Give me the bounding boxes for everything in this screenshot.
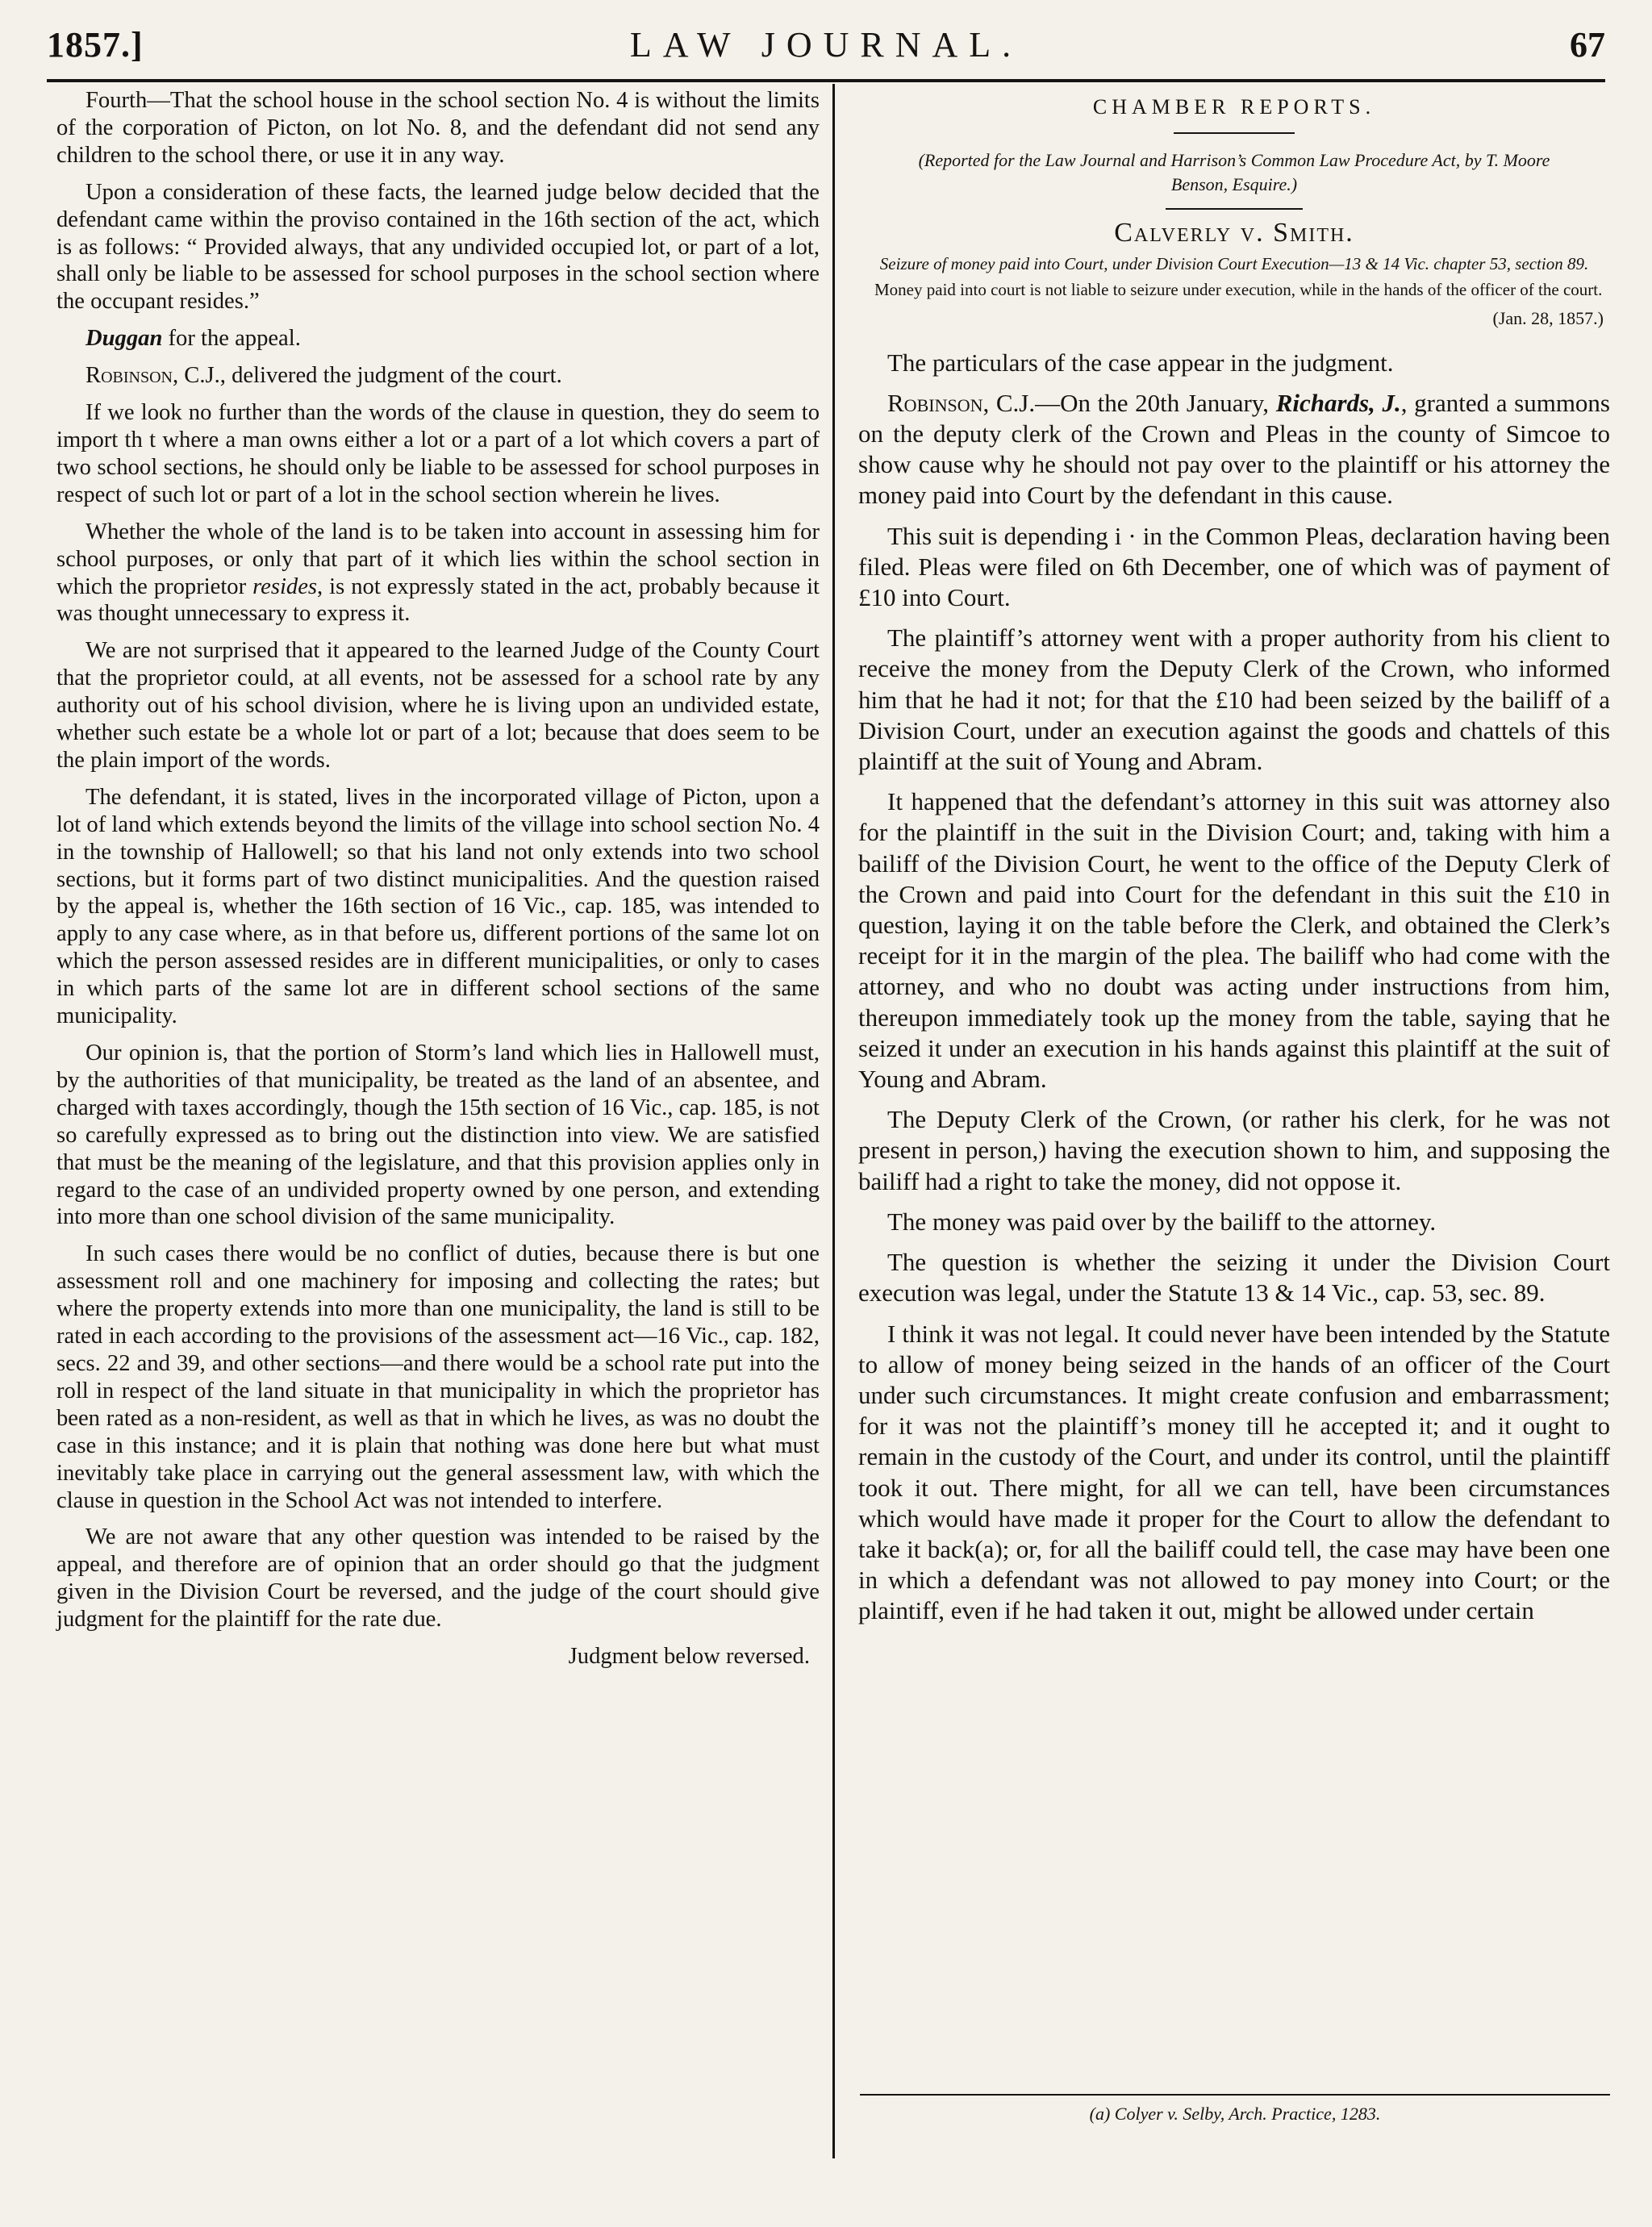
judge-name: Richards, J. bbox=[1275, 388, 1401, 417]
paragraph: Fourth—That the school house in the school section No. 4 is without the limits of the corporation of Picton, on lot No. 8, and the defendant did not send any children to the school there, or use it in any way. bbox=[56, 88, 820, 168]
paragraph: We are not surprised that it appeared to the learned Judge of the County Court that the proprietor could, at all events, not be assessed for a school rate by any authority out of his school division, where he is living upon an undivided estate, whether such estate be a whole lot or part of a lot; because that does seem to be the plain import of the words. bbox=[56, 638, 820, 773]
header-rule bbox=[47, 79, 1605, 82]
journal-title: LAW JOURNAL. bbox=[629, 25, 1023, 65]
paragraph: Our opinion is, that the portion of Storm’s land which lies in Hallowell must, by the authorities of that municipality, be treated as the land of an absentee, and charged with taxes accordingly, though the 15th section of 16 Vic., cap. 185, is not so carefully expressed as to bring out the distinction into view. We are satisfied that must be the meaning of the legislature, and that this provision applies only in regard to the case of an undivided property owned by one person, and extending into more than one school division of the same municipality. bbox=[56, 1041, 820, 1230]
judge-name: Robinson, C.J. bbox=[86, 363, 220, 389]
reporter-note: (Reported for the Law Journal and Harrison’s Common Law Procedure Act, by T. Moore Benson, Esquire.) bbox=[918, 150, 1550, 195]
paragraph: The plaintiff’s attorney went with a proper authority from his client to receive the money from the Deputy Clerk of the Crown, who informed him that he had it not; for that the £10 had been seized by the bailiff of a Division Court, under an execution against the goods and chattels of this plaintiff at the suit of Young and Abram. bbox=[858, 623, 1610, 776]
paragraph: In such cases there would be no conflict of duties, because there is but one assessment roll and one machinery for imposing and collecting the rates; but where the property extends into more than one municipality, the land is still to be rated in each according to the provisions of the assessment act—16 Vic., cap. 182, secs. 22 and 39, and other sections—and there would be a school rate put into the roll in respect of the land situate in that municipality in which the proprietor has been rated as a non-resident, as well as that in which he lives, as was no doubt the case in this instance; and it is plain that nothing was done here but what must inevitably take place in carrying out the general assessment law, with which the clause in question in the School Act was not intended to interfere. bbox=[56, 1241, 820, 1513]
paragraph: The particulars of the case appear in the judgment. bbox=[887, 348, 1394, 377]
paragraph: We are not aware that any other question was intended to be raised by the appeal, and therefore are of opinion that an order should go that the judgment given in the Division Court be reversed, and the judge of the court should give judgment for the plaintiff for the rate due. bbox=[56, 1524, 820, 1633]
header-year: 1857.] bbox=[47, 25, 144, 65]
paragraph: I think it was not legal. It could never have been intended by the Statute to allow of money being seized in the hands of an officer of the Court under such circumstances. It might create confusion and embarrassment; for it was not the plaintiff’s money till he accepted it; and it ought to remain in the custody of the Court, and under its control, until the plaintiff took it out. There might, for all we can tell, have been circumstances which would have made it proper for the Court to allow the defendant to take it back(a); or, for all the bailiff could tell, the case may have been one in which a defendant was not allowed to pay money into Court; or the plaintiff, even if he had taken it out, might be allowed under certain bbox=[858, 1319, 1610, 1625]
page-header bbox=[47, 24, 1605, 73]
paragraph: The money was paid over by the bailiff to the attorney. bbox=[887, 1207, 1437, 1236]
footnote: (a) Colyer v. Selby, Arch. Practice, 1283. bbox=[1089, 2104, 1381, 2124]
paragraph: Duggan for the appeal. bbox=[86, 326, 301, 352]
paragraph: Whether the whole of the land is to be taken into account in assessing him for school purposes, or only that part of it which lies within the school section in which the proprietor resides, is not expressly stated in the act, probably because it was thought unnecessary to express it. bbox=[56, 519, 820, 627]
paragraph: Upon a consideration of these facts, the learned judge below decided that the defendant came within the proviso contained in the 16th section of the act, which is as follows: “ Provided always, that any undivided occupied lot, or part of a lot, shall only be liable to be assessed for school purposes in the school section where the occupant resides.” bbox=[56, 179, 820, 315]
left-column bbox=[56, 87, 820, 1680]
page-number: 67 bbox=[1570, 25, 1605, 65]
judgment-line: Judgment below reversed. bbox=[568, 1644, 810, 1670]
paragraph: Robinson, C.J.—On the 20th January, Richards, J., granted a summons on the deputy clerk of the Crown and Pleas in the county of Simcoe to show cause why he should not pay over to the plaintiff or his attorney the money paid into Court by the defendant in this cause. bbox=[858, 388, 1610, 510]
case-date: (Jan. 28, 1857.) bbox=[1492, 308, 1604, 329]
section-rule bbox=[1174, 132, 1295, 134]
column-divider bbox=[832, 84, 835, 2158]
section-title: CHAMBER REPORTS. bbox=[1092, 95, 1376, 119]
case-rule bbox=[1166, 208, 1303, 210]
paragraph: If we look no further than the words of the clause in question, they do seem to import th t where a man owns either a lot or a part of a lot which covers a part of two school sections, he should only be liable to be assessed for school purposes in respect of such lot or part of a lot in the school section wherein he lives. bbox=[56, 400, 820, 507]
headnote: Money paid into court is not liable to seizure under execution, while in the hands of the officer of the court. bbox=[874, 280, 1603, 300]
paragraph: The Deputy Clerk of the Crown, (or rather his clerk, for he was not present in person,) having the execution shown to him, and supposing the bailiff had a right to take the money, did not oppose it. bbox=[858, 1105, 1610, 1195]
right-column bbox=[858, 87, 1610, 1637]
case-subject: Seizure of money paid into Court, under Division Court Execution—13 & 14 Vic. chapter 53, section 89. bbox=[879, 254, 1589, 274]
case-title: Calverly v. Smith. bbox=[1114, 218, 1354, 248]
paragraph: Robinson, C.J., delivered the judgment of the court. bbox=[86, 363, 562, 389]
paragraph: The defendant, it is stated, lives in the incorporated village of Picton, upon a lot of land which extends beyond the limits of the village into school section No. 4 in the township of Hallowell; so that his land not only extends into two school sections, but it forms part of two distinct municipalities. And the question raised by the appeal is, whether the 16th section of 16 Vic., cap. 185, was intended to apply to any case where, as in that before us, different portions of the same lot on which the person assessed resides are in different municipalities, or only to cases in which parts of the same lot are in different school sections of the same municipality. bbox=[56, 784, 820, 1029]
counsel-name: Duggan bbox=[86, 326, 163, 352]
paragraph: This suit is depending i · in the Common Pleas, declaration having been filed. Pleas were filed on 6th December, one of which was of payment of £10 into Court. bbox=[858, 521, 1610, 612]
paragraph: The question is whether the seizing it under the Division Court execution was legal, under the Statute 13 & 14 Vic., cap. 53, sec. 89. bbox=[858, 1248, 1610, 1307]
paragraph: It happened that the defendant’s attorney in this suit was attorney also for the plaintiff in the suit in the Division Court; and, taking with him a bailiff of the Division Court, he went to the office of the Deputy Clerk of the Crown and paid into Court for the defendant in this suit the £10 in question, laying it on the table before the Clerk, and obtained the Clerk’s receipt for it in the margin of the plea. The bailiff who had come with the attorney, and who no doubt was acting under instructions from him, thereupon immediately took up the money from the table, saying that he seized it under an execution in his hands against this plaintiff at the suit of Young and Abram. bbox=[858, 787, 1610, 1094]
judge-name: Robinson, C.J. bbox=[887, 388, 1036, 417]
footnote-rule bbox=[860, 2094, 1610, 2096]
